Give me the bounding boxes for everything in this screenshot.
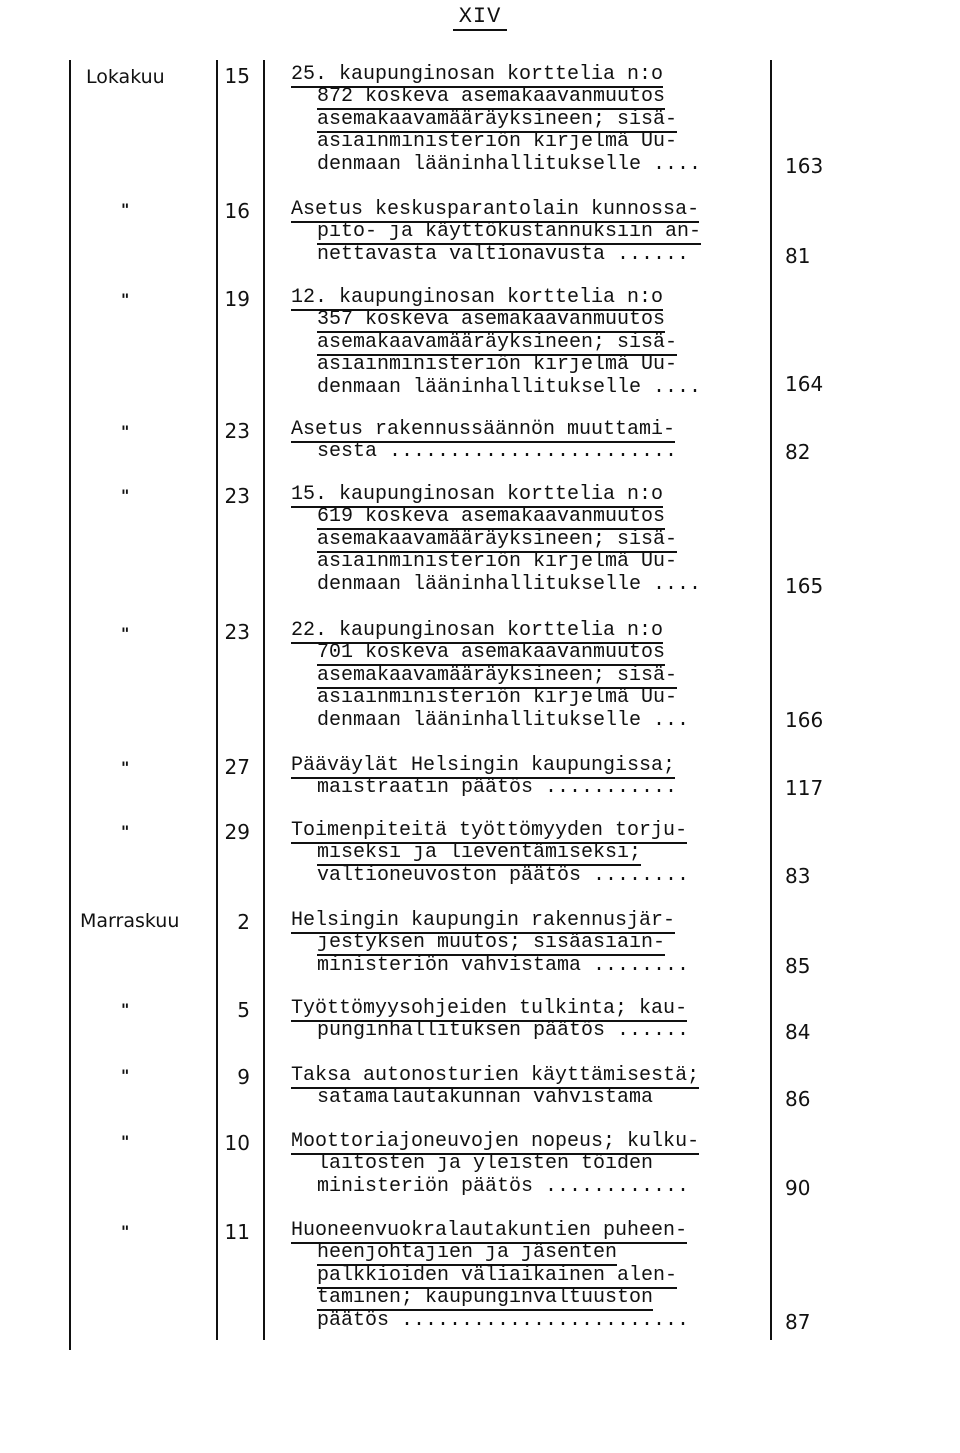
entry-page-number: 86 <box>785 1087 811 1111</box>
entry-line: nettavasta valtionavusta ...... <box>317 242 690 266</box>
ditto-mark: " <box>121 200 130 219</box>
entry-line: ministeriön päätös ............ <box>317 1174 690 1198</box>
entry-description <box>291 820 761 887</box>
entry-line: punginhallituksen päätös ...... <box>317 1019 690 1043</box>
entry-day: 23 <box>224 484 250 508</box>
entry-description <box>291 64 761 176</box>
entry-description <box>291 419 761 464</box>
left-border-line <box>69 60 71 1350</box>
entry-line: laitosten ja yleisten töiden <box>317 1152 654 1176</box>
month-label-lokakuu: Lokakuu <box>86 66 165 88</box>
entry-line: jestyksen muutos; sisäasiain- <box>317 931 666 955</box>
entry-description <box>291 620 761 732</box>
entry-description <box>291 910 761 977</box>
entry-line: 15. kaupunginosan korttelia n:o <box>291 483 664 506</box>
month-label-marraskuu: Marraskuu <box>80 910 180 932</box>
entry-line: denmaan lääninhallitukselle .... <box>317 572 702 596</box>
ditto-mark: " <box>121 758 130 777</box>
entry-line: satamalautakunnan vahvistama <box>317 1086 654 1110</box>
entry-day: 10 <box>224 1131 250 1155</box>
ditto-mark: " <box>121 1000 130 1019</box>
entry-line: Moottoriajoneuvojen nopeus; kulku- <box>291 1130 700 1153</box>
entry-description <box>291 287 761 399</box>
entry-line: asemakaavamääräyksineen; sisä- <box>317 330 678 354</box>
entry-line: asemakaavamääräyksineen; sisä- <box>317 107 678 131</box>
entry-day: 11 <box>224 1220 250 1244</box>
entry-line: palkkioiden väliaikainen alen- <box>317 1263 678 1287</box>
entry-line: asiainministeriön kirjelmä Uu- <box>317 353 678 377</box>
entry-line: Huoneenvuokralautakuntien puheen- <box>291 1219 688 1242</box>
entry-page-number: 81 <box>785 244 811 268</box>
entry-line: Toimenpiteitä työttömyyden torju- <box>291 819 688 842</box>
entry-line: denmaan lääninhallitukselle .... <box>317 152 702 176</box>
entry-day: 16 <box>224 199 250 223</box>
entry-page-number: 163 <box>785 154 824 178</box>
month-column-divider <box>216 60 218 1340</box>
entry-line: ministeriön vahvistama ........ <box>317 953 690 977</box>
ditto-mark: " <box>121 1222 130 1241</box>
entry-line: valtioneuvoston päätös ........ <box>317 863 690 887</box>
entry-line: heenjohtajien ja jäsenten <box>317 1241 618 1265</box>
entry-line: 701 koskeva asemakaavanmuutos <box>317 641 666 665</box>
entry-line: 12. kaupunginosan korttelia n:o <box>291 286 664 309</box>
entry-line: miseksi ja lieventämiseksi; <box>317 841 642 865</box>
ditto-mark: " <box>121 422 130 441</box>
entry-line: Helsingin kaupungin rakennusjär- <box>291 909 676 932</box>
entry-page-number: 87 <box>785 1310 811 1334</box>
entry-line: 872 koskeva asemakaavanmuutos <box>317 85 666 109</box>
entry-day: 9 <box>237 1065 250 1089</box>
entry-line: asiainministeriön kirjelmä Uu- <box>317 686 678 710</box>
entry-description <box>291 998 761 1043</box>
entry-description <box>291 484 761 596</box>
ditto-mark: " <box>121 1132 130 1151</box>
entry-page-number: 83 <box>785 864 811 888</box>
entry-description <box>291 1065 761 1110</box>
entry-line: 619 koskeva asemakaavanmuutos <box>317 505 666 529</box>
ditto-mark: " <box>121 1066 130 1085</box>
entry-line: denmaan lääninhallitukselle ... <box>317 708 690 732</box>
entry-page-number: 117 <box>785 776 824 800</box>
entry-line: asiainministeriön kirjelmä Uu- <box>317 130 678 154</box>
entry-line: Asetus keskusparantolain kunnossa- <box>291 198 700 221</box>
entry-page-number: 90 <box>785 1176 811 1200</box>
entry-line: pito- ja käyttökustannuksiin an- <box>317 220 702 244</box>
entry-page-number: 164 <box>785 372 824 396</box>
entry-page-number: 165 <box>785 574 824 598</box>
entry-line: Asetus rakennussäännön muuttami- <box>291 418 676 441</box>
page-column-divider <box>770 60 772 1340</box>
entry-line: denmaan lääninhallitukselle .... <box>317 375 702 399</box>
entry-line: maistraatin päätös ........... <box>317 776 678 800</box>
entry-day: 15 <box>224 64 250 88</box>
entry-line: Työttömyysohjeiden tulkinta; kau- <box>291 997 688 1020</box>
ditto-mark: " <box>121 624 130 643</box>
entry-description <box>291 1220 761 1332</box>
ditto-mark: " <box>121 822 130 841</box>
ditto-mark: " <box>121 290 130 309</box>
entry-day: 23 <box>224 419 250 443</box>
entry-line: 25. kaupunginosan korttelia n:o <box>291 63 664 86</box>
entry-day: 19 <box>224 287 250 311</box>
page-number: XIV <box>0 4 960 29</box>
entry-line: päätös ........................ <box>317 1308 690 1332</box>
entry-page-number: 82 <box>785 440 811 464</box>
entry-page-number: 84 <box>785 1020 811 1044</box>
entry-line: asiainministeriön kirjelmä Uu- <box>317 550 678 574</box>
entry-day: 5 <box>237 998 250 1022</box>
entry-line: 357 koskeva asemakaavanmuutos <box>317 308 666 332</box>
day-column-divider <box>263 60 265 1340</box>
entry-day: 29 <box>224 820 250 844</box>
entry-page-number: 85 <box>785 954 811 978</box>
entry-page-number: 166 <box>785 708 824 732</box>
entry-line: sesta ........................ <box>317 440 678 464</box>
entry-line: Pääväylät Helsingin kaupungissa; <box>291 754 676 777</box>
entry-line: asemakaavamääräyksineen; sisä- <box>317 663 678 687</box>
entry-line: 22. kaupunginosan korttelia n:o <box>291 619 664 642</box>
entry-day: 23 <box>224 620 250 644</box>
entry-day: 27 <box>224 755 250 779</box>
entry-line: Taksa autonosturien käyttämisestä; <box>291 1064 700 1087</box>
entry-description <box>291 1131 761 1198</box>
ditto-mark: " <box>121 486 130 505</box>
entry-description <box>291 755 761 800</box>
entry-description <box>291 199 761 266</box>
entry-day: 2 <box>237 910 250 934</box>
entry-line: taminen; kaupunginvaltuuston <box>317 1286 654 1310</box>
entry-line: asemakaavamääräyksineen; sisä- <box>317 527 678 551</box>
